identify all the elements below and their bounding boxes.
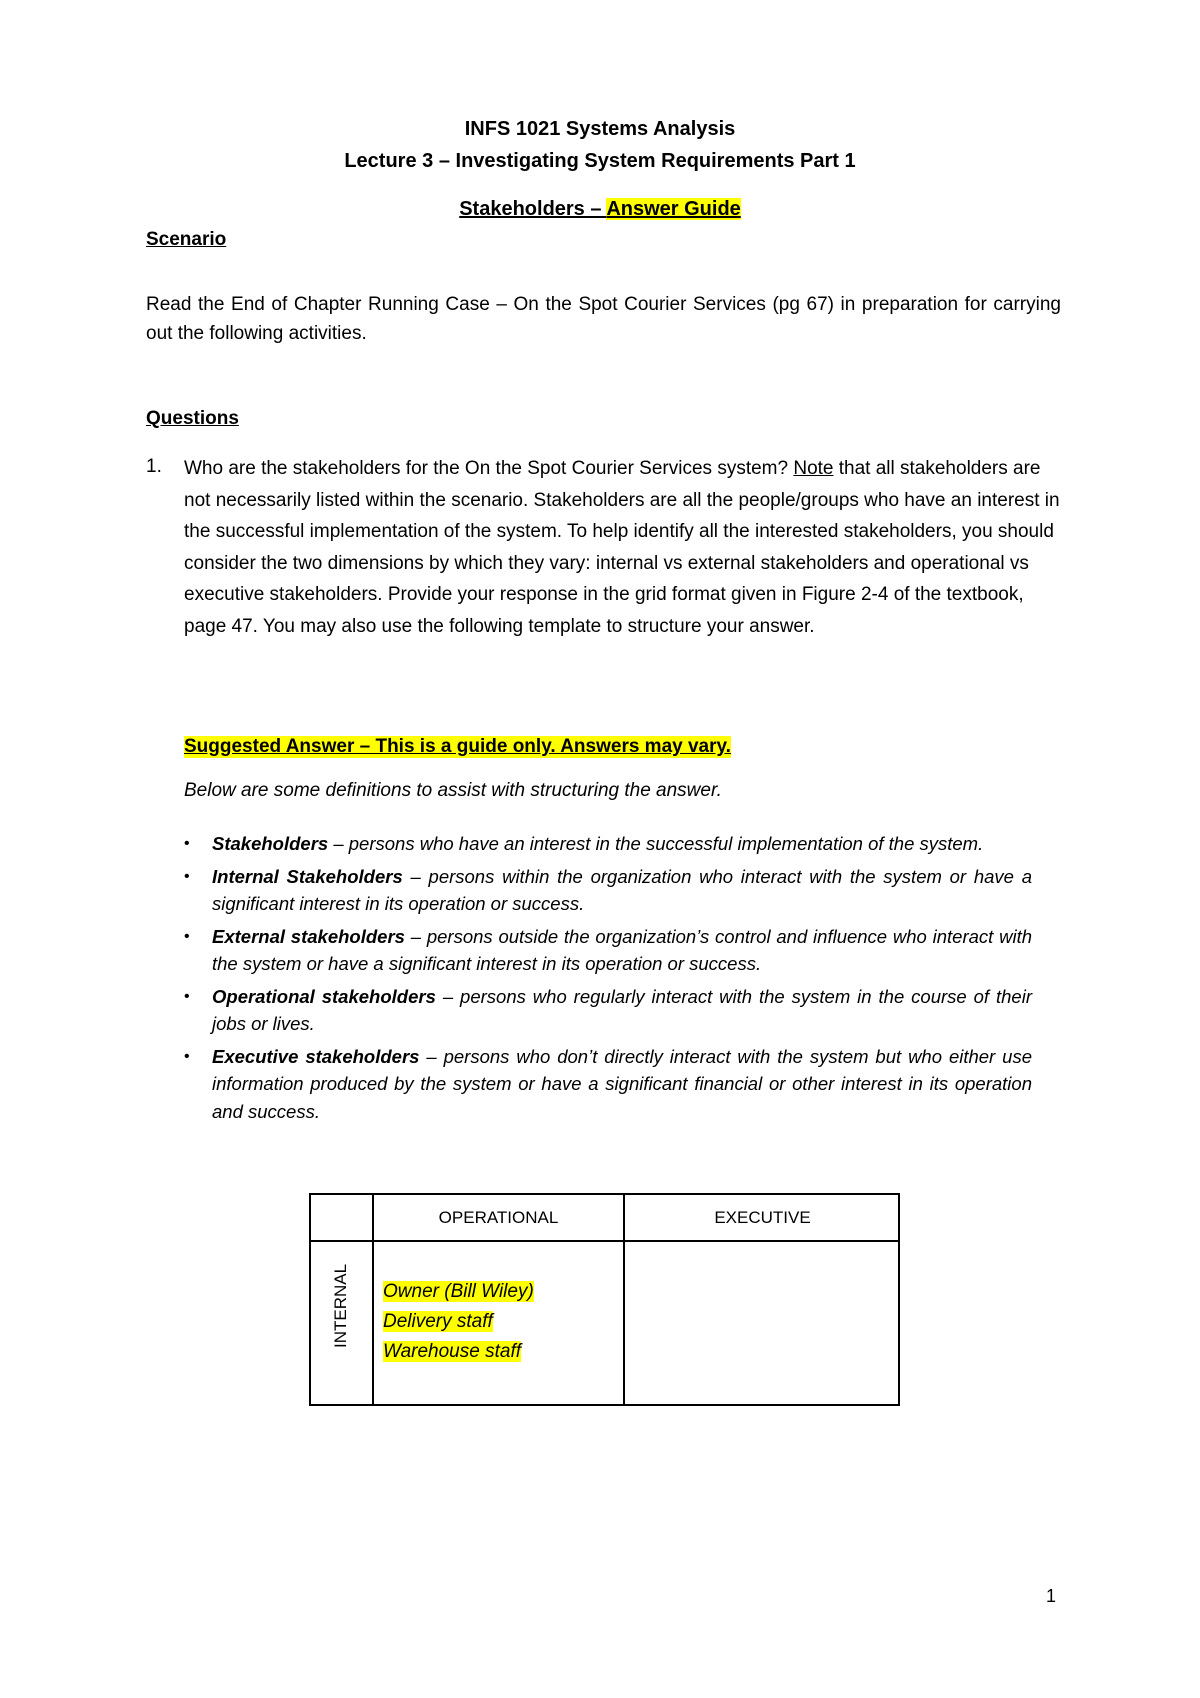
bullet-icon: • bbox=[184, 927, 190, 945]
grid-divider bbox=[311, 1240, 898, 1242]
definition-item bbox=[184, 1043, 1032, 1126]
definition-desc: – persons who have an interest in the successful implementation of the system. bbox=[328, 833, 984, 854]
definition-item bbox=[184, 830, 1032, 858]
internal-operational-cell bbox=[383, 1277, 534, 1367]
question-number: 1. bbox=[146, 456, 162, 477]
definitions-list bbox=[184, 830, 1032, 1130]
column-header-operational: OPERATIONAL bbox=[438, 1208, 559, 1227]
bullet-icon: • bbox=[184, 1047, 190, 1065]
bullet-icon: • bbox=[184, 835, 190, 852]
lecture-title: Lecture 3 – Investigating System Requirements Part 1 bbox=[344, 150, 856, 172]
definitions-intro: Below are some definitions to assist with structuring the answer. bbox=[184, 780, 722, 801]
stakeholder-grid bbox=[309, 1193, 900, 1406]
bullet-icon: • bbox=[184, 987, 190, 1005]
course-title: INFS 1021 Systems Analysis bbox=[464, 118, 736, 140]
bullet-icon: • bbox=[184, 867, 190, 885]
stakeholder-entry: Delivery staff bbox=[383, 1311, 493, 1332]
document-title bbox=[0, 198, 1200, 221]
definition-desc: – persons who regularly interact with the system in the course of their jobs or lives. bbox=[212, 985, 1032, 1034]
stakeholder-entry: Owner (Bill Wiley) bbox=[383, 1281, 534, 1302]
question-text bbox=[184, 453, 1064, 642]
definition-term: Stakeholders bbox=[212, 833, 329, 854]
definition-term: Executive stakeholders bbox=[212, 1045, 420, 1067]
definition-item bbox=[184, 923, 1032, 978]
definition-desc: – persons outside the organization’s control and influence who interact with the system or have a significant interest in its operation or success. bbox=[212, 925, 1033, 974]
definition-term: Internal Stakeholders bbox=[212, 865, 403, 887]
scenario-heading: Scenario bbox=[146, 229, 227, 250]
definition-term: External stakeholders bbox=[212, 925, 405, 947]
definition-term: Operational stakeholders bbox=[212, 985, 436, 1007]
question-text-before: Who are the stakeholders for the On the Spot Courier Services system? bbox=[184, 458, 794, 479]
definition-desc: – persons within the organization who interact with the system or have a significant interest in its operation or success. bbox=[212, 865, 1032, 914]
column-header-executive: EXECUTIVE bbox=[714, 1208, 811, 1227]
stakeholder-entry: Warehouse staff bbox=[383, 1341, 522, 1362]
document-title-prefix: Stakeholders – bbox=[459, 198, 607, 220]
question-note: Note bbox=[793, 458, 834, 479]
definition-item bbox=[184, 983, 1032, 1038]
question-text-after: that all stakeholders are not necessarily listed within the scenario. Stakeholders are all the people/groups who have an interest in the successful implementation of the system. To help identify all the interested stakeholders, you should consider the two dimensions by which they vary: internal vs external stakeholders and operational vs executive stakeholders. Provide your response in the grid format given in Figure 2-4 of the textbook, page 47. You may also use the following template to structure your answer. bbox=[184, 458, 1060, 637]
scenario-text: Read the End of Chapter Running Case – On the Spot Courier Services (pg 67) in preparation for carrying out the following activities. bbox=[146, 294, 1061, 344]
page-number: 1 bbox=[1046, 1586, 1057, 1606]
questions-heading: Questions bbox=[146, 408, 239, 429]
suggested-answer-label: Suggested Answer – This is a guide only. Answers may vary. bbox=[184, 736, 731, 757]
row-header-internal: INTERNAL bbox=[331, 1263, 350, 1348]
definition-item bbox=[184, 863, 1032, 918]
definition-desc: – persons who don’t directly interact with the system but who either use information produced by the system or have a significant financial or other interest in its operation and success. bbox=[212, 1045, 1032, 1122]
document-title-highlight: Answer Guide bbox=[606, 198, 741, 220]
